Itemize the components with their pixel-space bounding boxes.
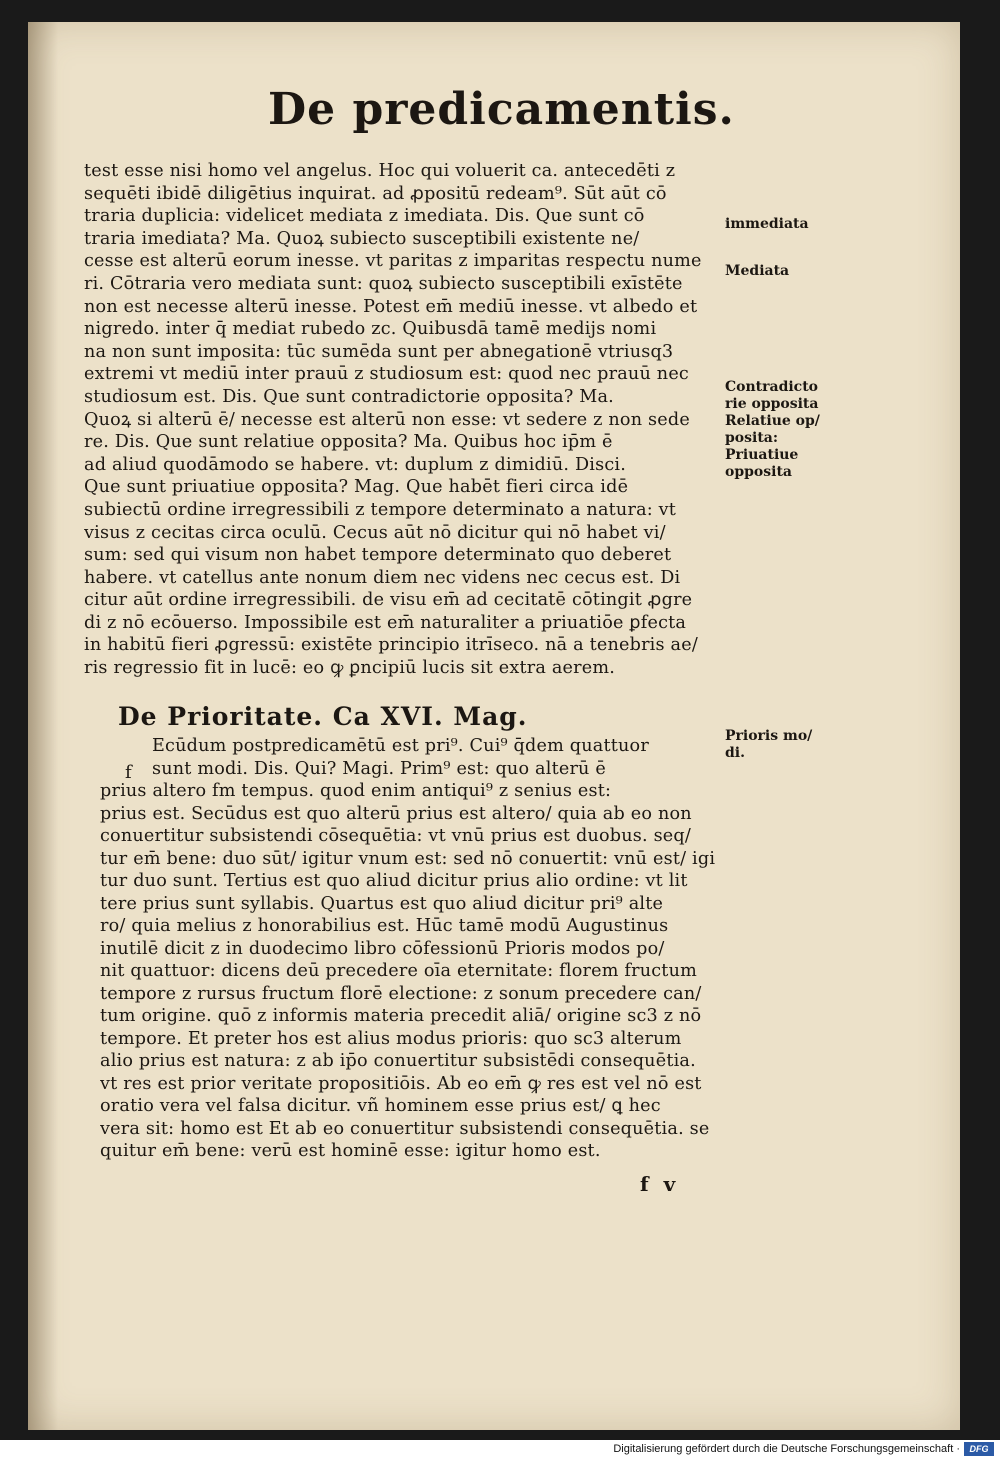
margin-note-line: Relatiue op/: [725, 413, 820, 429]
margin-note-line: posita:: [725, 430, 779, 446]
text-line: habere. vt catellus ante nonum diem nec videns nec cecus est. Di: [84, 567, 681, 588]
text-line: sequēti ibidē diligētius inquirat. ad ꝓpositū redeam⁹. Sūt aūt cō: [84, 183, 667, 204]
text-line: Ecūdum postpredicamētū est pri⁹. Cui⁹ q̄dem quattuor: [152, 736, 649, 756]
text-line: citur aūt ordine irregressibili. de visu em̄ ad cecitatē cōtingit ꝓgre: [84, 590, 693, 611]
text-line: Que sunt priuatiue opposita? Mag. Que habēt fieri circa idē: [84, 477, 629, 498]
text-line: visus z cecitas circa oculū. Cecus aūt nō dicitur qui nō habet vi/: [84, 522, 666, 543]
text-line: tur em̄ bene: duo sūt/ igitur vnum est: sed nō conuertit: vnū est/ igi: [100, 848, 716, 869]
text-line: in habitū fieri ꝓgressū: existēte principio itrīseco. nā a tenebris ae/: [84, 635, 698, 656]
text-line: vt res est prior veritate propositiōis. Ab eo em̄ ꝙ res est vel nō est: [100, 1073, 702, 1094]
footer-bar: [0, 1440, 1000, 1459]
text-line: inutilē dicit z in duodecimo libro cōfessionū Prioris modos po/: [100, 938, 665, 959]
margin-note-line: Priuatiue: [725, 447, 799, 463]
text-line: alio prius est natura: z ab ip̄o conuertitur subsistēdi consequētia.: [100, 1051, 696, 1071]
chapter-text-block: [100, 735, 764, 1163]
margin-note-opposita: [725, 379, 845, 481]
text-line: ad aliud quodāmodo se habere. vt: duplum z dimidiū. Disci.: [84, 454, 626, 475]
text-line: vera sit: homo est Et ab eo conuertitur subsistendi consequētia. se: [100, 1118, 710, 1139]
running-head: De predicamentis.: [268, 84, 735, 135]
page-signature: f v: [640, 1172, 680, 1196]
text-line: extremi vt mediū inter prauū z studiosum est: quod nec prauū nec: [84, 364, 689, 385]
text-line: tempore. Et preter hos est alius modus prioris: quo sc3 alterum: [100, 1028, 682, 1049]
text-line: cesse est alterū eorum inesse. vt paritas z imparitas respectu nume: [84, 251, 702, 272]
margin-note-line: opposita: [725, 464, 792, 480]
text-line: ris regressio fit in lucē: eo ꝙ ꝑncipiū lucis sit extra aerem.: [84, 658, 616, 679]
text-line: re. Dis. Que sunt relatiue opposita? Ma. Quibus hoc ip̄m ē: [84, 432, 613, 453]
text-line: non est necesse alterū inesse. Potest em̄ mediū inesse. vt albedo et: [84, 296, 698, 317]
text-line: tum origine. quō z informis materia precedit aliā/ origine sc3 z nō: [100, 1006, 702, 1026]
text-line: tempore z rursus fructum florē electione: z sonum precedere can/: [100, 983, 702, 1004]
main-text-block: [84, 160, 764, 680]
margin-note-prioris: [725, 728, 845, 762]
margin-note-line: Mediata: [725, 263, 790, 279]
text-line: sum: sed qui visum non habet tempore determinato quo deberet: [84, 545, 672, 566]
text-line: prius altero f̄m tempus. quod enim antiqui⁹ z senius est:: [100, 781, 612, 801]
margin-note-line: Prioris mo/: [725, 728, 813, 744]
text-line: subiectū ordine irregressibili z tempore determinato a natura: vt: [84, 499, 677, 520]
text-line: nit quattuor: dicens deū precedere oīa eternitate: florem fructum: [100, 961, 697, 981]
text-line: di z nō ecōuerso. Impossibile est em̄ naturaliter a priuatiōe ꝑfecta: [84, 612, 687, 633]
margin-note-line: immediata: [725, 216, 809, 232]
book-page: [28, 22, 960, 1430]
text-line: ro/ quia melius z honorabilius est. Hūc tamē modū Augustinus: [100, 916, 669, 936]
text-line: conuertitur subsistendi cōsequētia: vt vnū prius est duobus. seq/: [100, 826, 692, 846]
margin-note-mediata: [725, 263, 845, 280]
margin-note-line: rie opposita: [725, 396, 819, 412]
text-line: test esse nisi homo vel angelus. Hoc qui voluerit ca. antecedēti z: [84, 161, 676, 181]
footer-credit: Digitalisierung gefördert durch die Deutsche Forschungsgemeinschaft ·: [613, 1443, 960, 1455]
text-line: Quoꝝ si alterū ē/ necesse est alterū non esse: vt sedere z non sede: [84, 409, 690, 430]
dfg-logo-icon: DFG: [964, 1442, 994, 1456]
text-line: tere prius sunt syllabis. Quartus est quo aliud dicitur pri⁹ alte: [100, 893, 664, 914]
chapter-heading: De Prioritate. Ca XVI. Mag.: [118, 702, 528, 731]
margin-note-line: di.: [725, 745, 745, 761]
margin-note-line: Contradicto: [725, 379, 819, 395]
text-line: na non sunt imposita: tūc sumēda sunt per abnegationē vtriusq3: [84, 341, 674, 362]
text-line: traria imediata? Ma. Quoꝝ subiecto susceptibili existente ne/: [84, 228, 640, 249]
text-line: traria duplicia: videlicet mediata z imediata. Dis. Que sunt cō: [84, 206, 645, 227]
text-line: ri. Cōtraria vero mediata sunt: quoꝝ subiecto susceptibili exīstēte: [84, 273, 683, 294]
text-line: sunt modi. Dis. Qui? Magi. Prim⁹ est: quo alterū ē: [152, 758, 606, 779]
text-line: tur duo sunt. Tertius est quo aliud dicitur prius alio ordine: vt lit: [100, 871, 688, 891]
text-line: quitur em̄ bene: verū est hominē esse: igitur homo est.: [100, 1141, 601, 1161]
margin-note-immediata: [725, 216, 845, 233]
text-line: prius est. Secūdus est quo alterū prius est altero/ quia ab eo non: [100, 803, 692, 824]
text-line: nigredo. inter q̄ mediat rubedo zc. Quibusdā tamē medijs nomi: [84, 319, 657, 340]
text-line: oratio vera vel falsa dicitur. vñ hominem esse prius est/ ꝗ hec: [100, 1096, 661, 1116]
gutter-shadow: [28, 22, 58, 1430]
signature-mark-f: f: [125, 762, 132, 783]
text-line: studiosum est. Dis. Que sunt contradictorie opposita? Ma.: [84, 386, 614, 407]
